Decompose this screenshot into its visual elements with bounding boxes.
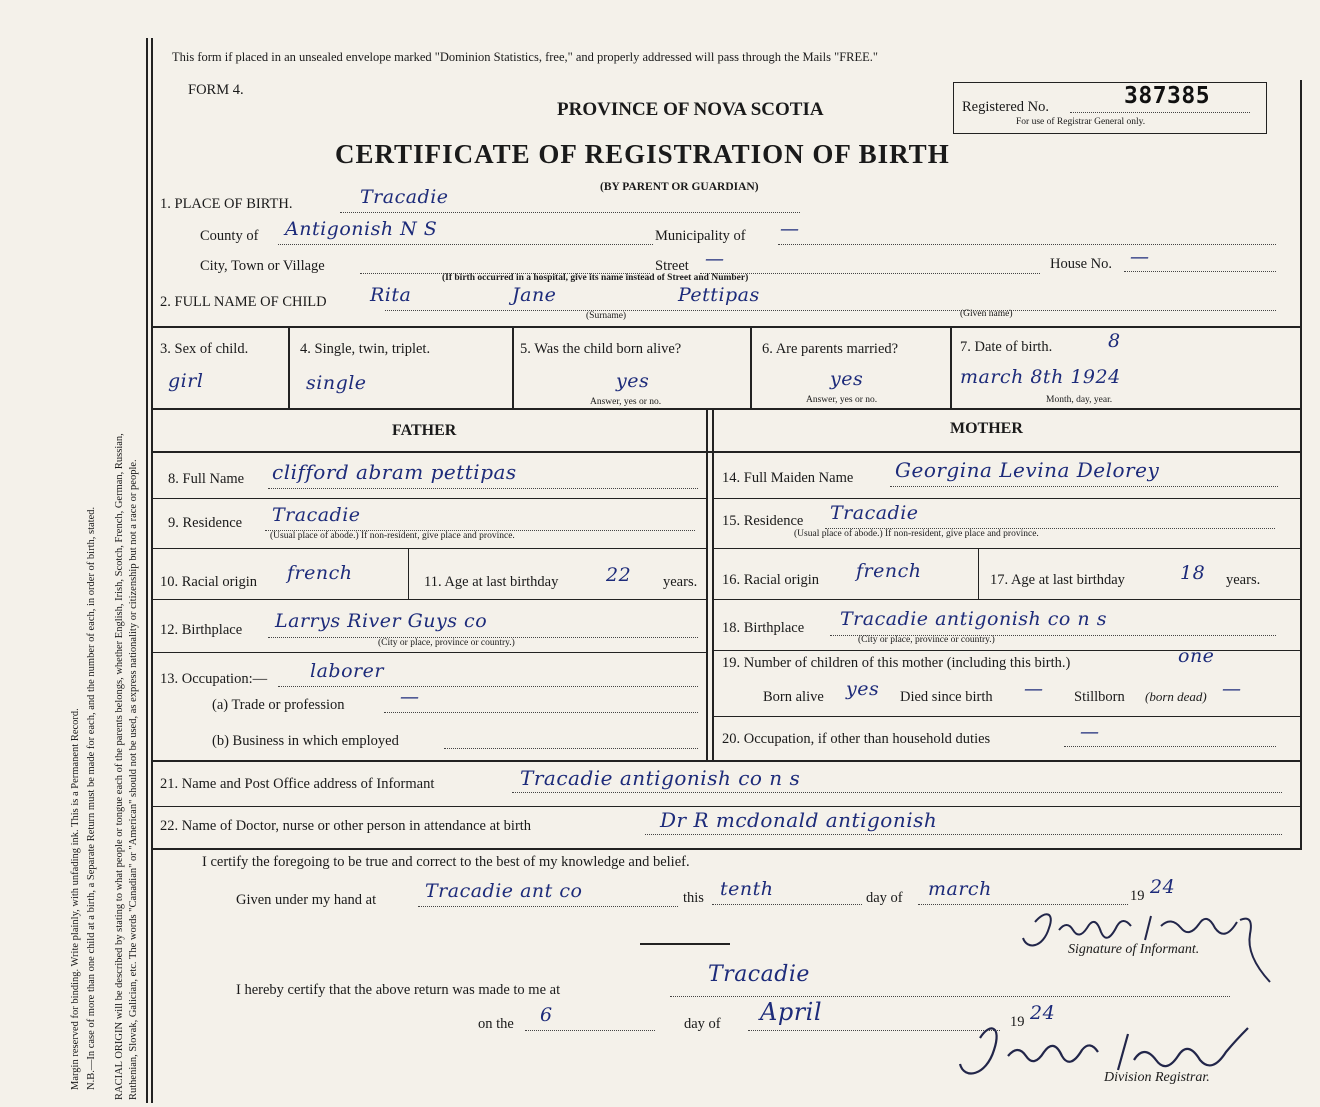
row3-divider-4 [950,326,952,408]
given-day: tenth [720,878,774,900]
born-alive-count-label: Born alive [763,689,824,705]
return-label: I hereby certify that the above return was made to me at [236,982,561,998]
child-name-line [385,310,1276,311]
mother-racial-label: 16. Racial origin [722,572,820,588]
father-business-line [444,748,698,749]
municipality-value: — [780,218,800,240]
given-year: 24 [1150,876,1176,898]
return-year: 24 [1030,1002,1056,1024]
divider-2 [151,408,1301,410]
house-label: House No. [1050,256,1113,272]
father-birthplace-note: (City or place, province or country.) [378,638,515,648]
divider-3 [151,451,1301,453]
father-birthplace-label: 12. Birthplace [160,622,243,638]
mother-birthplace-label: 18. Birthplace [722,620,805,636]
mother-row-rule-2 [712,548,1301,549]
doctor-label: 22. Name of Doctor, nurse or other person in attendance at birth [160,818,532,834]
margin-note-1: Margin reserved for binding. Write plainly, with unfading ink. This is a Permanent Record. [70,708,81,1090]
father-occupation-line [278,686,698,687]
given-day-line [712,904,862,905]
margin-note-3: RACIAL ORIGIN will be described by stating to what people or tongue each of the parents belongs, whether English, Irish, Scotch, French, German, Russian, [114,433,125,1100]
mother-occupation-line [1064,746,1276,747]
given-year-prefix: 19 [1130,888,1145,904]
date-of-birth-label: 7. Date of birth. [960,339,1053,355]
doctor-value: Dr R mcdonald antigonish [660,808,938,832]
died-since-birth-label: Died since birth [900,689,993,705]
father-row-rule-1 [151,498,706,499]
municipality-label: Municipality of [655,228,746,244]
born-alive-value: yes [616,370,650,392]
father-occupation-value: laborer [310,660,384,682]
died-since-birth-value: — [1024,678,1044,700]
born-alive-count-value: yes [846,678,880,700]
frame-left [151,38,153,1103]
mother-row-rule-1 [712,498,1301,499]
mother-birthplace-note: (City or place, province or country.) [858,635,995,645]
row3-divider-1 [288,326,290,408]
registrar-note: For use of Registrar General only. [1016,117,1146,127]
return-place: Tracadie [708,962,810,987]
informant-value: Tracadie antigonish co n s [520,766,801,790]
married-label: 6. Are parents married? [762,341,899,357]
certificate-title: CERTIFICATE OF REGISTRATION OF BIRTH [335,139,950,169]
stillborn-note: (born dead) [1145,689,1207,704]
place-line [340,212,800,213]
margin-note-4: Ruthenian, Slovak, Galician, etc. The words "Canadian" or "American" should not be used, as express nationality or citizenship but not a race or people. [128,459,139,1100]
stillborn-value: — [1222,678,1242,700]
city-label: City, Town or Village [200,258,325,274]
father-name-label: 8. Full Name [168,471,245,487]
divider-4 [151,760,1301,762]
margin-rule [146,38,148,1103]
mother-age-label: 17. Age at last birthday [990,572,1125,588]
father-residence-label: 9. Residence [168,515,243,531]
date-of-birth-value: march 8th 1924 [960,366,1121,388]
county-value: Antigonish N S [285,218,438,240]
day-of-label: day of [866,890,903,906]
return-day-line [525,1030,655,1031]
this-label: this [683,890,704,906]
return-month: April [760,998,823,1026]
given-month: march [928,878,992,900]
father-birthplace-value: Larrys River Guys co [275,610,488,632]
plurality-label: 4. Single, twin, triplet. [300,341,431,357]
born-alive-label: 5. Was the child born alive? [520,341,682,357]
father-trade-value: — [400,686,420,708]
house-line [1124,271,1276,272]
registered-label: Registered No. [962,99,1049,115]
row3-divider-3 [750,326,752,408]
mail-notice: This form if placed in an unsealed envelope marked "Dominion Statistics, free," and properly addressed will pass through the Mails "FREE." [172,50,879,64]
county-label: County of [200,228,259,244]
date-of-birth-note: Month, day, year. [1046,395,1113,405]
parent-column-divider-2 [712,408,714,760]
return-year-prefix: 19 [1010,1014,1025,1030]
father-racial-divider [408,549,409,599]
mother-residence-note: (Usual place of abode.) If non-resident, give place and province. [794,529,1039,539]
married-value: yes [830,368,864,390]
registration-box [953,82,1267,134]
county-line [278,244,653,245]
on-the-label: on the [478,1016,514,1032]
house-value: — [1130,246,1150,268]
street-line [700,273,1040,274]
mother-children-value: one [1178,645,1215,667]
given-place-line [418,906,678,907]
mother-racial-divider [978,549,979,599]
given-under-place: Tracadie ant co [425,880,583,902]
mother-birthplace-value: Tracadie antigonish co n s [840,608,1107,630]
street-label: Street [655,258,689,274]
form-number: FORM 4. [188,82,244,98]
divider-6 [151,848,1301,850]
father-residence-value: Tracadie [272,504,361,526]
married-note: Answer, yes or no. [806,395,878,405]
father-trade-label: (a) Trade or profession [212,697,345,713]
father-name-line [268,488,698,489]
surname-note: (Surname) [586,311,627,321]
mother-residence-value: Tracadie [830,502,919,524]
mother-name-line [890,486,1278,487]
province-heading: PROVINCE OF NOVA SCOTIA [557,99,824,120]
father-row-rule-4 [151,652,706,653]
mother-heading: MOTHER [950,420,1023,437]
divider-1 [151,326,1301,328]
given-name-note: (Given name) [960,309,1013,319]
mother-age-value: 18 [1180,562,1206,584]
informant-line [512,792,1282,793]
informant-signature-label: Signature of Informant. [1068,942,1200,957]
father-name-value: clifford abram pettipas [272,460,517,484]
parent-column-divider [706,408,708,760]
father-age-years: years. [663,574,698,590]
date-of-birth-day: 8 [1108,330,1121,352]
child-given-name: Rita [370,284,412,306]
mother-age-years: years. [1226,572,1261,588]
row3-divider-2 [512,326,514,408]
mother-occupation-value: — [1080,721,1100,743]
frame-right [1300,80,1302,850]
certificate-subtitle: (BY PARENT OR GUARDIAN) [600,181,759,193]
born-alive-note: Answer, yes or no. [590,397,662,407]
certification-statement: I certify the foregoing to be true and correct to the best of my knowledge and belief. [202,854,690,870]
divider-5 [151,806,1301,807]
return-day-of-label: day of [684,1016,721,1032]
short-rule [640,943,730,945]
registered-line [1070,112,1250,113]
mother-residence-label: 15. Residence [722,513,804,529]
registrar-label: Division Registrar. [1104,1070,1210,1085]
stillborn-label: Stillborn [1074,689,1125,705]
father-residence-note: (Usual place of abode.) If non-resident, give place and province. [270,531,515,541]
place-of-birth-label: 1. PLACE OF BIRTH. [160,196,293,212]
binding-margin [0,0,140,1107]
street-value: — [705,248,725,270]
mother-name-label: 14. Full Maiden Name [722,470,854,486]
registered-number: 387385 [1124,83,1211,109]
child-middle-name: Jane [512,284,557,306]
father-age-label: 11. Age at last birthday [424,574,559,590]
given-month-line [918,904,1128,905]
margin-note-2: N.B.—In case of more than one child at a birth, a Separate Return must be made for each, and the number of each, in order of birth, stated. [86,506,97,1090]
municipality-line [778,244,1276,245]
father-racial-value: french [287,562,353,584]
place-of-birth-value: Tracadie [360,186,449,208]
child-name-label: 2. FULL NAME OF CHILD [160,294,327,310]
return-day: 6 [540,1004,553,1026]
father-heading: FATHER [392,422,457,439]
father-business-label: (b) Business in which employed [212,733,399,749]
hospital-note: (If birth occurred in a hospital, give its name instead of Street and Number) [442,273,749,283]
sex-value: girl [168,370,204,392]
child-surname: Pettipas [678,284,760,306]
mother-racial-value: french [856,560,922,582]
return-place-line [670,996,1230,997]
mother-children-label: 19. Number of children of this mother (including this birth.) [722,655,1071,671]
father-row-rule-3 [151,599,706,600]
father-racial-label: 10. Racial origin [160,574,258,590]
father-age-value: 22 [606,564,632,586]
mother-row-rule-3 [712,599,1301,600]
sex-label: 3. Sex of child. [160,341,249,357]
mother-row-rule-5 [712,716,1301,717]
doctor-line [645,834,1282,835]
mother-occupation-label: 20. Occupation, if other than household duties [722,731,991,747]
informant-label: 21. Name and Post Office address of Informant [160,776,435,792]
plurality-value: single [306,372,367,394]
father-row-rule-2 [151,548,706,549]
given-under-label: Given under my hand at [236,892,377,908]
mother-name-value: Georgina Levina Delorey [895,458,1160,482]
father-occupation-label: 13. Occupation:— [160,671,268,687]
father-trade-line [384,712,698,713]
